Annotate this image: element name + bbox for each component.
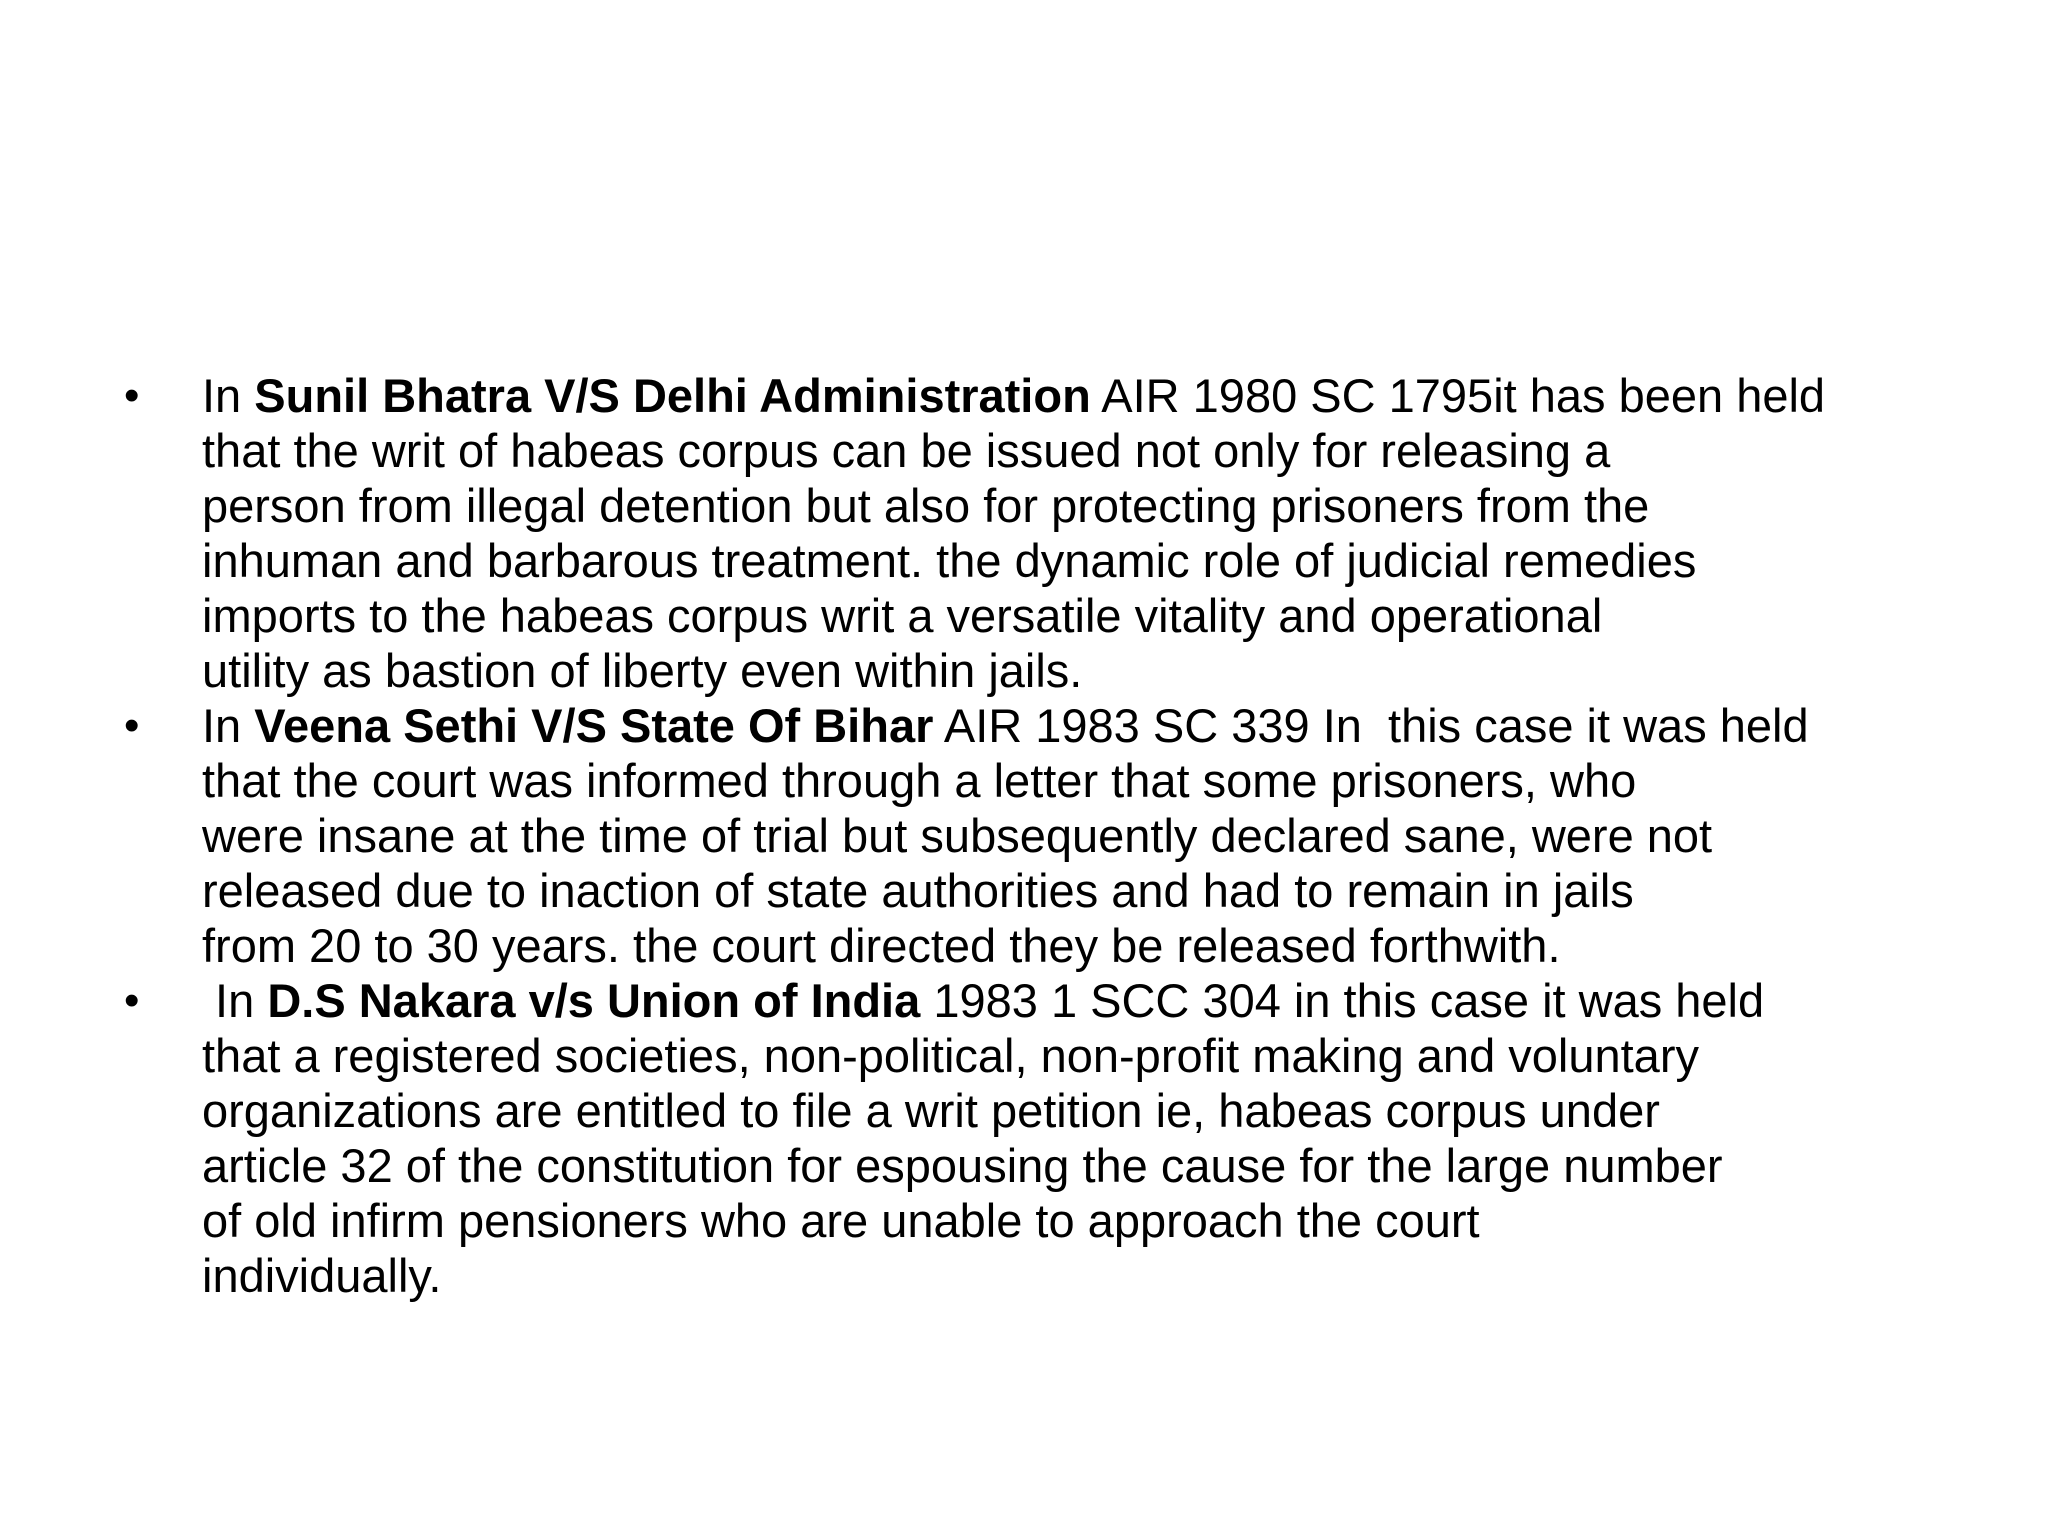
bullet-line (202, 973, 1972, 1028)
case-citation: AIR 1983 SC 339 In this case it was held (933, 699, 1809, 752)
bullet-line (202, 368, 1972, 423)
case-name: Veena Sethi V/S State Of Bihar (254, 699, 934, 752)
bullet-line: that the writ of habeas corpus can be issued not only for releasing a (202, 424, 1611, 477)
bullet-marker: • (124, 701, 140, 750)
bullet-line: that the court was informed through a letter that some prisoners, who (202, 754, 1637, 807)
bullet-line: utility as bastion of liberty even within jails. (202, 644, 1083, 697)
bullet-line: individually. (202, 1249, 442, 1302)
bullet-marker: • (124, 371, 140, 420)
bullet-line: person from illegal detention but also for protecting prisoners from the (202, 479, 1650, 532)
bullet-item-ds-nakara (112, 973, 1972, 1303)
bullet-line: imports to the habeas corpus writ a versatile vitality and operational (202, 589, 1603, 642)
case-name: D.S Nakara v/s Union of India (267, 974, 921, 1027)
bullet-marker: • (124, 976, 140, 1025)
bullet-line: inhuman and barbarous treatment. the dynamic role of judicial remedies (202, 534, 1697, 587)
bullet-line: were insane at the time of trial but subsequently declared sane, were not (202, 809, 1713, 862)
case-prefix: In (202, 699, 255, 752)
bullet-line: that a registered societies, non-political, non-profit making and voluntary (202, 1029, 1699, 1082)
case-citation: 1983 1 SCC 304 in this case it was held (920, 974, 1765, 1027)
bullet-line: of old infirm pensioners who are unable to approach the court (202, 1194, 1480, 1247)
bullet-line: released due to inaction of state authorities and had to remain in jails (202, 864, 1634, 917)
case-citation: AIR 1980 SC 1795it has been held (1090, 369, 1826, 422)
case-name: Sunil Bhatra V/S Delhi Administration (254, 369, 1091, 422)
bullet-line (202, 698, 1972, 753)
bullet-line: organizations are entitled to file a writ petition ie, habeas corpus under (202, 1084, 1660, 1137)
slide-body (112, 368, 1972, 1303)
bullet-item-veena-sethi (112, 698, 1972, 973)
bullet-item-sunil-bhatra (112, 368, 1972, 698)
bullet-line: article 32 of the constitution for espousing the cause for the large number (202, 1139, 1723, 1192)
bullet-line: from 20 to 30 years. the court directed they be released forthwith. (202, 919, 1561, 972)
case-prefix: In (202, 369, 255, 422)
case-prefix: In (202, 974, 268, 1027)
